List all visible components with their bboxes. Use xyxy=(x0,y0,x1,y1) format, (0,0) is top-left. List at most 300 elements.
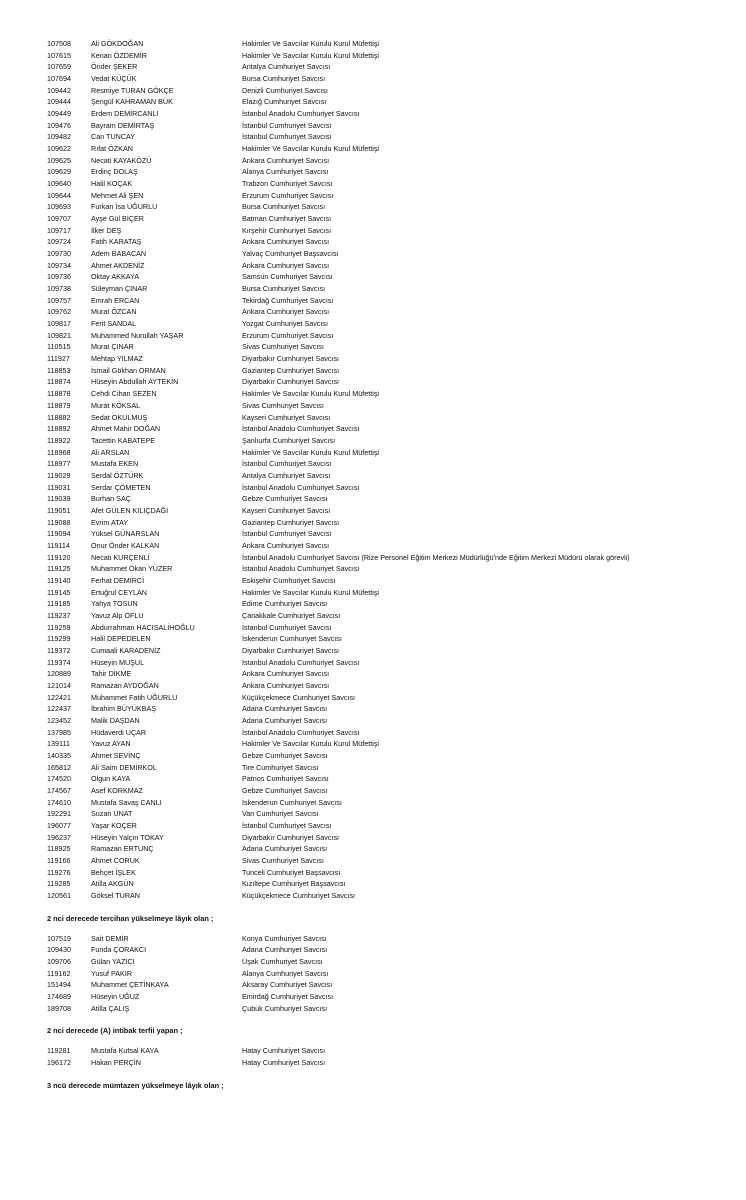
record-id: 109449 xyxy=(47,109,71,119)
person-name: Murat ÖZCAN xyxy=(91,307,137,317)
record-id: 119281 xyxy=(47,1046,71,1056)
position-title: Hatay Cumhuriyet Savcısı xyxy=(242,1046,326,1056)
person-name: Burhan SAÇ xyxy=(91,494,131,504)
record-id: 151494 xyxy=(47,980,71,990)
list-item xyxy=(0,470,746,482)
position-title: Aksaray Cumhuriyet Savcısı xyxy=(242,980,333,990)
person-name: Sedat OKULMUŞ xyxy=(91,412,148,422)
person-name: Funda ÇORAKCI xyxy=(91,945,147,955)
list-item xyxy=(0,225,746,237)
position-title: Hakimler Ve Savcılar Kurulu Kurul Müfettişi xyxy=(242,447,380,457)
record-id: 119276 xyxy=(47,867,71,877)
position-title: Yalvaç Cumhuriyet Başsavcısı xyxy=(242,249,339,259)
position-title: Patnos Cumhuriyet Savcısı xyxy=(242,774,329,784)
position-title: Ankara Cumhuriyet Savcısı xyxy=(242,155,330,165)
position-title: Tunceli Cumhuriyet Başsavcısı xyxy=(242,867,341,877)
record-id: 109482 xyxy=(47,132,71,142)
position-title: İstanbul Anadolu Cumhuriyet Savcısı xyxy=(242,657,360,667)
list-item xyxy=(0,388,746,400)
list-item xyxy=(0,956,746,968)
record-id: 109724 xyxy=(47,237,71,247)
list-item xyxy=(0,820,746,832)
list-item xyxy=(0,458,746,470)
person-name: Göksel TURAN xyxy=(91,891,140,901)
person-name: Hüseyin UĞUZ xyxy=(91,992,140,1002)
list-item xyxy=(0,878,746,890)
list-item xyxy=(0,598,746,610)
position-title: Küçükçekmece Cumhuriyet Savcısı xyxy=(242,692,356,702)
person-name: Önder ŞEKER xyxy=(91,62,138,72)
position-title: Yozgat Cumhuriyet Savcısı xyxy=(242,319,329,329)
list-item xyxy=(0,143,746,155)
position-title: Kızıltepe Cumhuriyet Başsavcısı xyxy=(242,879,346,889)
list-item xyxy=(0,797,746,809)
list-item xyxy=(0,271,746,283)
position-title: Hakimler Ve Savcılar Kurulu Kurul Müfettişi xyxy=(242,144,380,154)
record-id: 109476 xyxy=(47,120,71,130)
position-title: Bursa Cumhuriyet Savcısı xyxy=(242,202,326,212)
section-heading-4: 3 ncü derecede mümtazen yükselmeye lâyık olan ; xyxy=(47,1080,224,1090)
record-id: 118968 xyxy=(47,447,71,457)
person-name: Muhammet Okan YÜZER xyxy=(91,564,173,574)
person-name: Ali Saim DEMİRKOL xyxy=(91,762,157,772)
person-name: Muhammed Nurullah YAŞAR xyxy=(91,330,184,340)
position-title: Hatay Cumhuriyet Savcısı xyxy=(242,1058,326,1068)
person-name: Serdal ÖZTÜRK xyxy=(91,470,144,480)
record-id: 109734 xyxy=(47,260,71,270)
position-title: İstanbul Cumhuriyet Savcısı xyxy=(242,821,332,831)
record-id: 119285 xyxy=(47,879,71,889)
record-id: 109442 xyxy=(47,85,71,95)
person-name: Ramazan ERTUNÇ xyxy=(91,844,154,854)
list-item xyxy=(0,1045,746,1057)
list-item xyxy=(0,190,746,202)
person-name: Fatih KARATAŞ xyxy=(91,237,142,247)
list-item xyxy=(0,73,746,85)
document-page xyxy=(0,38,746,1093)
person-name: Ahmet AKDENİZ xyxy=(91,260,145,270)
person-name: Bayram DEMİRTAŞ xyxy=(91,120,155,130)
person-name: Ferit SANDAL xyxy=(91,319,137,329)
record-id: 189708 xyxy=(47,1003,71,1013)
person-name: Mustafa Savaş CANLI xyxy=(91,797,162,807)
person-name: İlker DEŞ xyxy=(91,225,122,235)
record-id: 109736 xyxy=(47,272,71,282)
list-item xyxy=(0,727,746,739)
person-name: Mustafa Kutsal KAYA xyxy=(91,1046,159,1056)
person-name: Ramazan AYDOĞAN xyxy=(91,680,159,690)
record-id: 119166 xyxy=(47,856,71,866)
list-item xyxy=(0,622,746,634)
record-id: 111927 xyxy=(47,354,70,364)
list-item xyxy=(0,213,746,225)
list-item xyxy=(0,482,746,494)
position-title: İstanbul Anadolu Cumhuriyet Savcısı xyxy=(242,109,360,119)
record-id: 118853 xyxy=(47,365,71,375)
record-id: 119162 xyxy=(47,968,71,978)
person-name: Hüseyin Abdullah AYTEKİN xyxy=(91,377,179,387)
person-name: Emrah ERCAN xyxy=(91,295,140,305)
list-item xyxy=(0,785,746,797)
list-item xyxy=(0,236,746,248)
list-item xyxy=(0,715,746,727)
record-id: 109738 xyxy=(47,284,71,294)
list-item xyxy=(0,517,746,529)
record-id: 109625 xyxy=(47,155,71,165)
record-id: 123452 xyxy=(47,715,71,725)
record-id: 107694 xyxy=(47,74,71,84)
position-title: Samsun Cumhuriyet Savcısı xyxy=(242,272,333,282)
person-name: Ferhat DEMİRCİ xyxy=(91,575,145,585)
record-id: 118879 xyxy=(47,400,71,410)
record-id: 119374 xyxy=(47,657,71,667)
position-title: Sivas Cumhuriyet Savcısı xyxy=(242,342,324,352)
record-id: 119372 xyxy=(47,645,71,655)
person-name: Adem BABACAN xyxy=(91,249,147,259)
position-title: Adana Cumhuriyet Savcısı xyxy=(242,945,328,955)
record-id: 109430 xyxy=(47,945,71,955)
record-id: 119125 xyxy=(47,564,71,574)
record-id: 118878 xyxy=(47,389,71,399)
record-id: 109757 xyxy=(47,295,71,305)
position-title: Trabzon Cumhuriyet Savcısı xyxy=(242,179,333,189)
person-name: Yusuf PAKIR xyxy=(91,968,133,978)
person-name: Necati KAYAKÖZÜ xyxy=(91,155,152,165)
list-item xyxy=(0,552,746,564)
record-id: 119120 xyxy=(47,552,71,562)
record-id: 109444 xyxy=(47,97,71,107)
person-name: Rıfat ÖZKAN xyxy=(91,144,133,154)
person-name: Ertuğrul CEYLAN xyxy=(91,587,147,597)
person-name: Tacettin KABATEPE xyxy=(91,435,156,445)
position-title: Kayseri Cumhuriyet Savcısı xyxy=(242,412,331,422)
position-title: Hakimler Ve Savcılar Kurulu Kurul Müfettişi xyxy=(242,587,380,597)
person-name: Olgun KAYA xyxy=(91,774,131,784)
position-title: Emirdağ Cumhuriyet Savcısı xyxy=(242,992,334,1002)
record-id: 120561 xyxy=(47,891,71,901)
person-name: Vedat KÜÇÜK xyxy=(91,74,137,84)
list-item xyxy=(0,738,746,750)
position-title: Erzurum Cumhuriyet Savcısı xyxy=(242,190,334,200)
position-title: Hakimler Ve Savcılar Kurulu Kurul Müfettişi xyxy=(242,389,380,399)
position-title: Bursa Cumhuriyet Savcısı xyxy=(242,74,326,84)
person-name: Erdem DEMİRCANLI xyxy=(91,109,159,119)
position-title: İstanbul Anadolu Cumhuriyet Savcısı xyxy=(242,482,360,492)
position-title: Batman Cumhuriyet Savcısı xyxy=(242,214,332,224)
list-item xyxy=(0,330,746,342)
person-name: Onur Önder KALKAN xyxy=(91,540,160,550)
position-title: Kayseri Cumhuriyet Savcısı xyxy=(242,505,331,515)
person-name: Hüseyin Yalçın TOKAY xyxy=(91,832,164,842)
position-title: Küçükçekmece Cumhuriyet Savcısı xyxy=(242,891,356,901)
record-id: 119237 xyxy=(47,610,71,620)
person-name: Sait DEMİR xyxy=(91,933,129,943)
person-name: Ahmet Mahir DOĞAN xyxy=(91,424,161,434)
record-id: 109717 xyxy=(47,225,71,235)
record-id: 139111 xyxy=(47,739,70,749)
record-id: 107659 xyxy=(47,62,71,72)
record-id: 140335 xyxy=(47,750,71,760)
person-name: Ali ARSLAN xyxy=(91,447,130,457)
list-item xyxy=(0,762,746,774)
record-id: 118882 xyxy=(47,412,71,422)
list-item xyxy=(0,668,746,680)
list-item xyxy=(0,979,746,991)
record-id: 109693 xyxy=(47,202,71,212)
list-item xyxy=(0,843,746,855)
person-name: Ahmet SEVİNÇ xyxy=(91,750,141,760)
list-item xyxy=(0,50,746,62)
position-title: Diyarbakır Cumhuriyet Savcısı xyxy=(242,832,340,842)
record-id: 107615 xyxy=(47,50,71,60)
person-name: Serdar ÇÖMETEN xyxy=(91,482,151,492)
list-item xyxy=(0,773,746,785)
person-name: Yahya TOSUN xyxy=(91,599,138,609)
person-name: Yavuz AYAN xyxy=(91,739,131,749)
record-id: 118922 xyxy=(47,435,71,445)
person-name: Kenan ÖZDEMİR xyxy=(91,50,147,60)
person-name: Muhammet ÇETİNKAYA xyxy=(91,980,169,990)
record-id: 118892 xyxy=(47,424,71,434)
list-section-2 xyxy=(0,933,746,1015)
record-id: 118925 xyxy=(47,844,71,854)
position-title: Eskişehir Cumhuriyet Savcısı xyxy=(242,575,336,585)
person-name: Hüseyin MUŞUL xyxy=(91,657,145,667)
record-id: 118977 xyxy=(47,459,71,469)
record-id: 196077 xyxy=(47,821,71,831)
position-title: İstanbul Cumhuriyet Savcısı xyxy=(242,120,332,130)
record-id: 119088 xyxy=(47,517,71,527)
list-item xyxy=(0,423,746,435)
record-id: 122437 xyxy=(47,704,71,714)
position-title: Gebze Cumhuriyet Savcısı xyxy=(242,494,328,504)
list-item xyxy=(0,155,746,167)
position-title: Van Cumhuriyet Savcısı xyxy=(242,809,319,819)
list-item xyxy=(0,808,746,820)
position-title: Edirne Cumhuriyet Savcısı xyxy=(242,599,328,609)
record-id: 137985 xyxy=(47,727,71,737)
person-name: Süleyman ÇINAR xyxy=(91,284,148,294)
person-name: Ahmet CORUK xyxy=(91,856,140,866)
person-name: Resmiye TURAN GÖKÇE xyxy=(91,85,174,95)
record-id: 121014 xyxy=(47,680,71,690)
record-id: 119145 xyxy=(47,587,71,597)
position-title: Ankara Cumhuriyet Savcısı xyxy=(242,260,330,270)
list-item xyxy=(0,680,746,692)
person-name: Furkan İsa UĞURLU xyxy=(91,202,158,212)
person-name: Mustafa EKEN xyxy=(91,459,139,469)
position-title: İstanbul Anadolu Cumhuriyet Savcısı xyxy=(242,424,360,434)
position-title: Tekirdağ Cumhuriyet Savcısı xyxy=(242,295,334,305)
person-name: Şengül KAHRAMAN BÜK xyxy=(91,97,173,107)
position-title: Uşak Cumhuriyet Savcısı xyxy=(242,957,323,967)
person-name: Behçet İŞLEK xyxy=(91,867,136,877)
list-item xyxy=(0,178,746,190)
list-item xyxy=(0,633,746,645)
list-item xyxy=(0,750,746,762)
person-name: Mehtap YILMAZ xyxy=(91,354,143,364)
person-name: Malik DAŞDAN xyxy=(91,715,140,725)
position-title: İstanbul Cumhuriyet Savcısı xyxy=(242,132,332,142)
record-id: 109707 xyxy=(47,214,71,224)
list-item xyxy=(0,61,746,73)
list-item xyxy=(0,108,746,120)
record-id: 119031 xyxy=(47,482,71,492)
position-title: İstanbul Anadolu Cumhuriyet Savcısı (Rize Personel Eğitim Merkezi Müdürlüğü'nde Eğitim Merkezi Müdürü olarak görevli) xyxy=(242,552,630,562)
record-id: 165812 xyxy=(47,762,71,772)
position-title: Bursa Cumhuriyet Savcısı xyxy=(242,284,326,294)
position-title: Gebze Cumhuriyet Savcısı xyxy=(242,786,328,795)
position-title: İskenderun Cumhuriyet Savcısı xyxy=(242,797,342,807)
record-id: 119299 xyxy=(47,634,71,644)
record-id: 109706 xyxy=(47,957,71,967)
position-title: İstanbul Cumhuriyet Savcısı xyxy=(242,622,332,632)
list-item xyxy=(0,855,746,867)
list-item xyxy=(0,528,746,540)
person-name: Afet GÜLEN KILIÇDAĞI xyxy=(91,505,169,515)
list-section-3 xyxy=(0,1045,746,1068)
list-item xyxy=(0,447,746,459)
position-title: Çubuk Cumhuriyet Savcısı xyxy=(242,1003,328,1013)
record-id: 109817 xyxy=(47,319,71,329)
list-item xyxy=(0,400,746,412)
person-name: Suzan UNAT xyxy=(91,809,133,819)
record-id: 107508 xyxy=(47,39,71,48)
person-name: Necati KURÇENLİ xyxy=(91,552,150,562)
position-title: Konya Cumhuriyet Savcısı xyxy=(242,933,327,943)
person-name: Cumaali KARADENİZ xyxy=(91,645,161,655)
list-item xyxy=(0,248,746,260)
list-item xyxy=(0,587,746,599)
list-item xyxy=(0,412,746,424)
record-id: 174520 xyxy=(47,774,71,784)
record-id: 192291 xyxy=(47,809,71,819)
position-title: Denizli Cumhuriyet Savcısı xyxy=(242,85,328,95)
record-id: 119185 xyxy=(47,599,71,609)
list-item xyxy=(0,575,746,587)
record-id: 119140 xyxy=(47,575,71,585)
person-name: Hüdaverdi UÇAR xyxy=(91,727,147,737)
list-item xyxy=(0,341,746,353)
person-name: Murat ÇINAR xyxy=(91,342,134,352)
person-name: Halil DEPEDELEN xyxy=(91,634,151,644)
position-title: Antalya Cumhuriyet Savcısı xyxy=(242,62,331,72)
record-id: 174567 xyxy=(47,786,71,795)
position-title: Hakimler Ve Savcılar Kurulu Kurul Müfettişi xyxy=(242,739,380,749)
record-id: 122421 xyxy=(47,692,71,702)
person-name: Yavuz Alp OFLU xyxy=(91,610,144,620)
list-item xyxy=(0,563,746,575)
person-name: Mehmet Ali ŞEN xyxy=(91,190,144,200)
record-id: 119039 xyxy=(47,494,71,504)
list-item xyxy=(0,991,746,1003)
list-item xyxy=(0,260,746,272)
record-id: 174689 xyxy=(47,992,71,1002)
list-item xyxy=(0,703,746,715)
record-id: 174610 xyxy=(47,797,71,807)
person-name: Yüksel GÜNARSLAN xyxy=(91,529,160,539)
person-name: Gülan YAZICI xyxy=(91,957,135,967)
person-name: İbrahim BÜYÜKBAŞ xyxy=(91,704,157,714)
position-title: Alanya Cumhuriyet Savcısı xyxy=(242,167,329,177)
list-item xyxy=(0,283,746,295)
list-item xyxy=(0,166,746,178)
position-title: İskenderun Cumhuriyet Savcısı xyxy=(242,634,342,644)
person-name: Murat KÖKSAL xyxy=(91,400,141,410)
record-id: 119114 xyxy=(47,540,70,550)
person-name: Halil KOÇAK xyxy=(91,179,133,189)
position-title: Erzurum Cumhuriyet Savcısı xyxy=(242,330,334,340)
position-title: Ankara Cumhuriyet Savcısı xyxy=(242,680,330,690)
list-item xyxy=(0,353,746,365)
list-item xyxy=(0,295,746,307)
list-item xyxy=(0,944,746,956)
position-title: Ankara Cumhuriyet Savcısı xyxy=(242,540,330,550)
record-id: 109762 xyxy=(47,307,71,317)
position-title: Ankara Cumhuriyet Savcısı xyxy=(242,669,330,679)
position-title: Antalya Cumhuriyet Savcısı xyxy=(242,470,331,480)
list-item xyxy=(0,692,746,704)
list-item xyxy=(0,890,746,902)
record-id: 109629 xyxy=(47,167,71,177)
list-item xyxy=(0,832,746,844)
list-item xyxy=(0,540,746,552)
list-item xyxy=(0,657,746,669)
person-name: Atilla AKGÜN xyxy=(91,879,134,889)
list-item xyxy=(0,131,746,143)
position-title: Gaziantep Cumhuriyet Savcısı xyxy=(242,365,340,375)
list-item xyxy=(0,201,746,213)
person-name: Atilla ÇALIŞ xyxy=(91,1003,130,1013)
position-title: Hakimler Ve Savcılar Kurulu Kurul Müfettişi xyxy=(242,50,380,60)
person-name: Ayşe Gül BİÇER xyxy=(91,214,144,224)
record-id: 107519 xyxy=(47,933,71,943)
list-item xyxy=(0,505,746,517)
position-title: Elazığ Cumhuriyet Savcısı xyxy=(242,97,327,107)
section-heading-2: 2 nci derecede tercihan yükselmeye lâyık olan ; xyxy=(47,913,214,923)
person-name: Evrim ATAY xyxy=(91,517,129,527)
position-title: İstanbul Cumhuriyet Savcısı xyxy=(242,459,332,469)
person-name: Abdurrahman HACISALİHOĞLU xyxy=(91,622,195,632)
list-item xyxy=(0,318,746,330)
position-title: Ankara Cumhuriyet Savcısı xyxy=(242,307,330,317)
person-name: İsmail Gökhan ORMAN xyxy=(91,365,166,375)
position-title: Sivas Cumhuriyet Savcısı xyxy=(242,400,324,410)
position-title: Adana Cumhuriyet Savcısı xyxy=(242,704,328,714)
position-title: Gebze Cumhuriyet Savcısı xyxy=(242,750,328,760)
person-name: Tahir DİKME xyxy=(91,669,132,679)
position-title: Sivas Cumhuriyet Savcısı xyxy=(242,856,324,866)
person-name: Oktay AKKAYA xyxy=(91,272,140,282)
person-name: Yaşar KOÇER xyxy=(91,821,137,831)
list-item xyxy=(0,435,746,447)
person-name: Cehdi Cihan SEZEN xyxy=(91,389,157,399)
position-title: İstanbul Cumhuriyet Savcısı xyxy=(242,529,332,539)
list-item xyxy=(0,610,746,622)
position-title: Ankara Cumhuriyet Savcısı xyxy=(242,237,330,247)
list-item xyxy=(0,968,746,980)
record-id: 119094 xyxy=(47,529,71,539)
record-id: 109640 xyxy=(47,179,71,189)
record-id: 118874 xyxy=(47,377,71,387)
position-title: Diyarbakır Cumhuriyet Savcısı xyxy=(242,645,340,655)
position-title: İstanbul Anadolu Cumhuriyet Savcısı xyxy=(242,727,360,737)
position-title: Adana Cumhuriyet Savcısı xyxy=(242,844,328,854)
list-item xyxy=(0,376,746,388)
record-id: 109730 xyxy=(47,249,71,259)
record-id: 109821 xyxy=(47,330,71,340)
position-title: Şanlıurfa Cumhuriyet Savcısı xyxy=(242,435,336,445)
